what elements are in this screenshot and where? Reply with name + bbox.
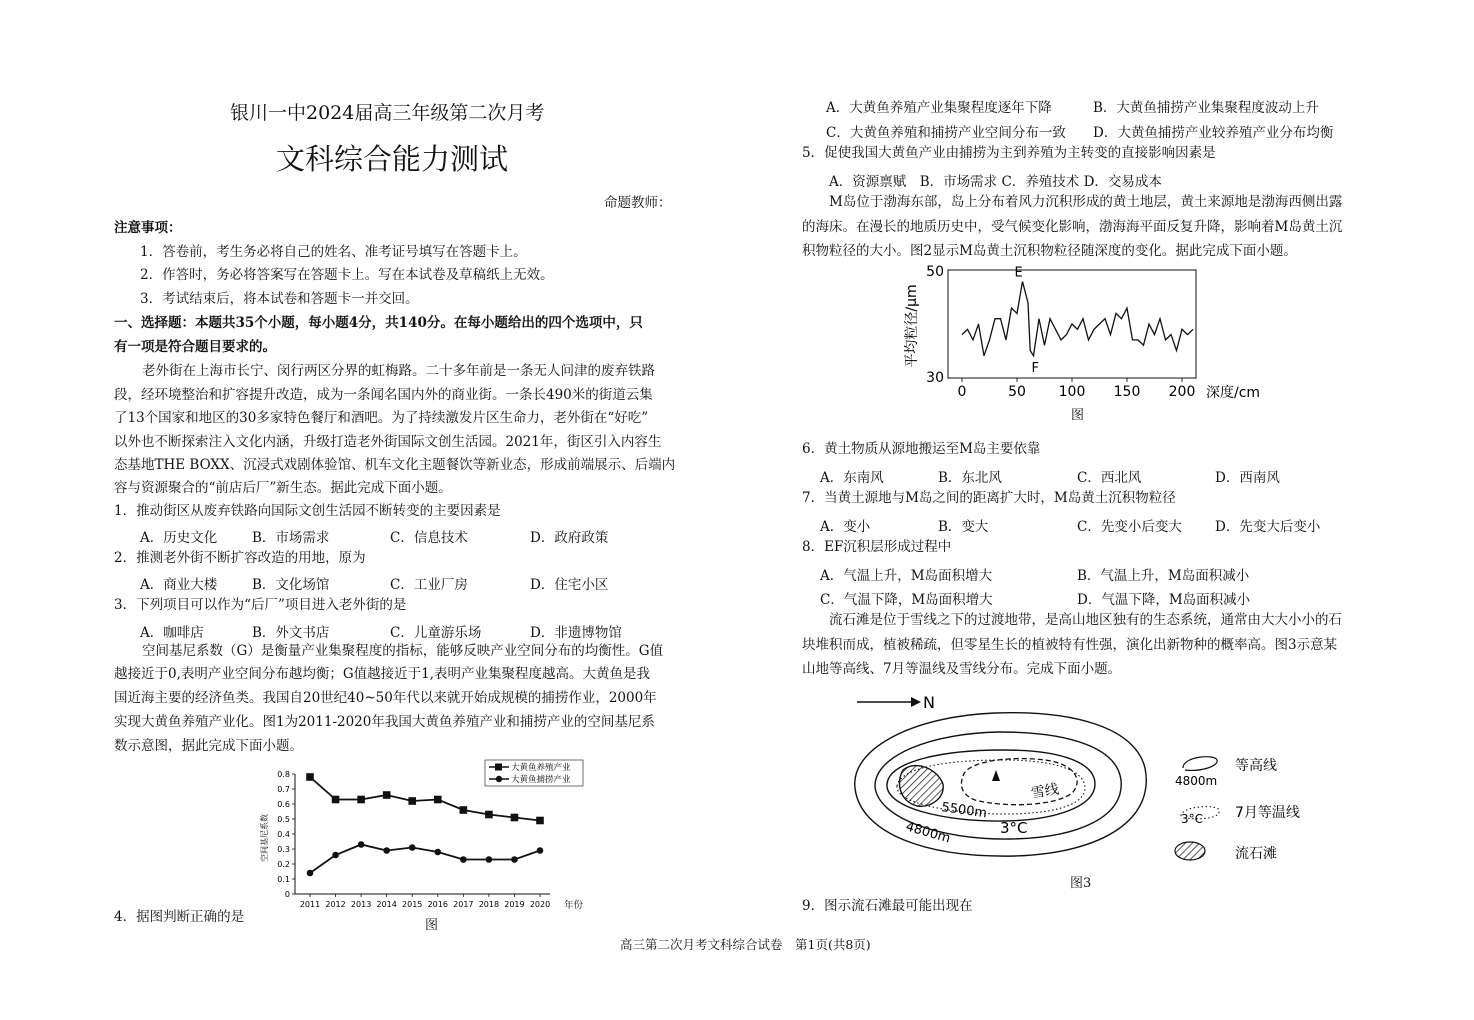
note-item: 1．答卷前，考生务必将自己的姓名、准考证号填写在答题卡上。 [140, 244, 527, 260]
passage1-line: 了13个国家和地区的30多家特色餐厅和酒吧。为了持续激发片区生命力，老外街在“好吃” [114, 410, 649, 426]
data-point-circle [434, 849, 441, 856]
figure2-caption: 图 [1071, 408, 1085, 423]
summit-icon [992, 770, 1000, 781]
page-footer: 高三第二次月考文科综合试卷 第1页(共8页) [620, 937, 871, 952]
data-point-square [306, 773, 314, 781]
q7-option-b: B．变大 [938, 519, 989, 535]
y-tick-label: 0.1 [277, 875, 290, 884]
x-tick-label: 2020 [529, 900, 551, 909]
data-point-square [434, 796, 442, 804]
q3-option-b: B．外文书店 [252, 625, 330, 641]
x-tick-label: 2016 [427, 900, 448, 909]
x-tick-label: 50 [1008, 384, 1026, 400]
q5-stem: 5．促使我国大黄鱼产业由捕捞为主到养殖为主转变的直接影响因素是 [802, 145, 1216, 161]
section-heading-cont: 有一项是符合题目要求的。 [114, 339, 276, 355]
q6-option-c: C．西北风 [1077, 470, 1142, 486]
passage2-line: 数示意图，据此完成下面小题。 [114, 738, 303, 754]
teacher-label: 命题教师： [604, 195, 672, 211]
x-tick-label: 2017 [453, 900, 474, 909]
y-tick-label: 0.6 [277, 800, 290, 809]
x-tick-label: 2014 [376, 900, 397, 909]
q4-option-c: C．大黄鱼养殖和捕捞产业空间分布一致 [826, 125, 1066, 141]
q3-option-c: C．儿童游乐场 [390, 625, 482, 641]
passage4-line: 块堆积而成，植被稀疏，但零星生长的植被特有性强，演化出新物种的概率高。图3示意某 [802, 637, 1338, 653]
q1-option-d: D．政府政策 [530, 530, 609, 546]
series-line-1 [310, 845, 540, 874]
passage2-line: 国近海主要的经济鱼类。我国自20世纪40~50年代以来就开始成规模的捕捞作业，2000年 [114, 690, 657, 706]
q5-options: A．资源禀赋 B．市场需求 C．养殖技术 D．交易成本 [829, 174, 1162, 190]
x-tick-label: 2012 [325, 900, 346, 909]
passage1-line: 段，经环境整治和扩容提升改造，成为一条闻名国内外的商业街。一条长490米的街道云集 [114, 387, 653, 403]
q1-option-c: C．信息技术 [390, 530, 468, 546]
q7-stem: 7．当黄土源地与M岛之间的距离扩大时，M岛黄土沉积物粒径 [802, 490, 1176, 506]
x-tick-label: 2019 [504, 900, 525, 909]
legend-isotherm-symbol: 3°C [1181, 812, 1204, 826]
q9-stem: 9．图示流石滩最可能出现在 [802, 898, 973, 914]
passage1-line: 容与资源聚合的“前店后厂”新生态。据此完成下面小题。 [114, 480, 452, 496]
passage1-line: 以外也不断探索注入文化内涵，升级打造老外街国际文创生活园。2021年，街区引入内容生 [114, 434, 662, 450]
legend-series-fishing: 大黄鱼捕捞产业 [511, 775, 571, 785]
q7-option-c: C．先变小后变大 [1077, 519, 1182, 535]
contour-map [845, 688, 1365, 878]
passage2-line: 实现大黄鱼养殖产业化。图1为2011-2020年我国大黄鱼养殖产业和捕捞产业的空间基尼系 [114, 714, 655, 730]
q6-option-d: D．西南风 [1215, 470, 1280, 486]
annotation-e: E [1014, 265, 1023, 281]
annotation-f: F [1031, 360, 1039, 376]
q1-stem: 1．推动街区从废弃铁路向国际文创生活园不断转变的主要因素是 [114, 503, 501, 519]
q3-stem: 3．下列项目可以作为“后厂”项目进入老外街的是 [114, 597, 407, 613]
data-point-square [536, 817, 544, 825]
legend-isotherm-text: 7月等温线 [1235, 805, 1300, 821]
grain-size-line [962, 282, 1193, 356]
y-tick-label: 0.2 [277, 860, 290, 869]
q6-option-a: A．东南风 [820, 470, 884, 486]
data-point-circle [307, 870, 314, 877]
x-axis-label: 深度/cm [1206, 385, 1261, 401]
contour-4800-label: 4800m [903, 819, 953, 847]
figure1-caption: 图 [425, 918, 439, 933]
q6-stem: 6．黄土物质从源地搬运至M岛主要依靠 [802, 441, 1041, 457]
x-tick-label: 100 [1058, 384, 1086, 400]
legend-contour-icon [1183, 757, 1217, 771]
q8-stem: 8．EF沉积层形成过程中 [802, 539, 952, 555]
legend-contour-text: 等高线 [1235, 758, 1277, 774]
exam-subject: 文科综合能力测试 [276, 142, 509, 176]
y-tick-label: 30 [926, 370, 944, 386]
x-tick-label: 200 [1168, 384, 1196, 400]
data-point-square [357, 796, 365, 804]
q1-option-a: A．历史文化 [140, 530, 218, 546]
q2-option-d: D．住宅小区 [530, 577, 609, 593]
q8-option-a: A．气温上升，M岛面积增大 [820, 568, 993, 584]
notes-heading: 注意事项： [114, 220, 182, 236]
passage4-line: 流石滩是位于雪线之下的过渡地带，是高山地区独有的生态系统，通常由大大小小的石 [829, 612, 1342, 628]
passage1-line: 态基地THE BOXX、沉浸式戏剧体验馆、机车文化主题餐饮等新业态，形成前端展示、后端内 [114, 457, 676, 473]
q7-option-a: A．变小 [820, 519, 871, 535]
data-point-square [511, 814, 519, 822]
data-point-square [485, 811, 493, 819]
q1-option-b: B．市场需求 [252, 530, 330, 546]
data-point-circle [460, 856, 467, 863]
x-tick-label: 2011 [299, 900, 321, 909]
data-point-circle [486, 856, 493, 863]
x-tick-label: 2015 [402, 900, 423, 909]
isotherm-label: 3°C [1000, 819, 1028, 837]
legend-talus-text: 流石滩 [1235, 846, 1277, 862]
data-point-circle [409, 844, 416, 851]
y-tick-label: 50 [926, 264, 944, 280]
data-point-circle [358, 841, 365, 848]
y-axis-label: 空间基尼系数 [260, 814, 269, 862]
note-item: 2．作答时，务必将答案写在答题卡上。写在本试卷及草稿纸上无效。 [140, 267, 554, 283]
y-tick-label: 0.7 [277, 785, 290, 794]
y-axis-label: 平均粒径/μm [904, 284, 920, 368]
legend-series-farming: 大黄鱼养殖产业 [511, 763, 571, 773]
figure3-caption: 图3 [1070, 876, 1092, 891]
data-point-circle [383, 847, 390, 854]
x-tick-label: 0 [957, 384, 967, 400]
q8-option-b: B．气温上升，M岛面积减小 [1077, 568, 1250, 584]
y-tick-label: 0.5 [277, 815, 290, 824]
q7-option-d: D．先变大后变小 [1215, 519, 1321, 535]
x-axis-unit: 年份 [564, 900, 584, 911]
passage2-line: 空间基尼系数（G）是衡量产业集聚程度的指标，能够反映产业空间分布的均衡性。G值 [142, 643, 664, 659]
y-tick-label: 0.8 [277, 770, 290, 779]
passage3-line: M岛位于渤海东部，岛上分布着风力沉积形成的黄土地层，黄土来源地是渤海西侧出露 [829, 194, 1343, 210]
q4-option-d: D．大黄鱼捕捞产业较养殖产业分布均衡 [1093, 125, 1334, 141]
x-tick-label: 2013 [350, 900, 372, 909]
north-arrow-icon [857, 697, 921, 707]
passage3-line: 积物粒径的大小。图2显示M岛黄土沉积物粒径随深度的变化。据此完成下面小题。 [802, 243, 1297, 259]
data-point-square [408, 797, 416, 805]
grain-size-chart [900, 266, 1270, 426]
data-point-circle [332, 852, 339, 859]
q2-option-b: B．文化场馆 [252, 577, 330, 593]
legend-contour-symbol: 4800m [1175, 774, 1218, 788]
data-point-square [460, 806, 468, 814]
north-label: N [923, 693, 935, 712]
q3-option-a: A．咖啡店 [140, 625, 204, 641]
q8-option-c: C．气温下降，M岛面积增大 [820, 592, 993, 608]
q2-option-a: A．商业大楼 [140, 577, 218, 593]
x-tick-label: 2018 [478, 900, 500, 909]
note-item: 3．考试结束后，将本试卷和答题卡一并交回。 [140, 291, 419, 307]
q2-stem: 2．推测老外街不断扩容改造的用地，原为 [114, 550, 366, 566]
chart-legend [485, 760, 583, 786]
exam-title: 银川一中2024届高三年级第二次月考 [230, 102, 545, 124]
legend-talus-icon [1175, 842, 1205, 860]
passage4-line: 山地等高线、7月等温线及雪线分布。完成下面小题。 [802, 661, 1122, 677]
y-tick-label: 0 [284, 890, 290, 899]
q3-option-d: D．非遗博物馆 [530, 625, 622, 641]
data-point-circle [537, 847, 544, 854]
gini-chart [255, 758, 595, 928]
data-point-circle [511, 856, 518, 863]
q4-stem: 4．据图判断正确的是 [114, 909, 245, 925]
q6-option-b: B．东北风 [938, 470, 1002, 486]
data-point-square [383, 791, 391, 799]
talus-field [899, 766, 943, 807]
q4-option-b: B．大黄鱼捕捞产业集聚程度波动上升 [1093, 100, 1319, 116]
y-tick-label: 0.4 [277, 830, 290, 839]
q4-option-a: A．大黄鱼养殖产业集聚程度逐年下降 [826, 100, 1052, 116]
passage1-line: 老外街在上海市长宁、闵行两区分界的虹梅路。二十多年前是一条无人问津的废弃铁路 [142, 363, 655, 379]
section-heading: 一、选择题：本题共35个小题，每小题4分，共140分。在每小题给出的四个选项中，只 [114, 315, 643, 331]
x-tick-label: 150 [1113, 384, 1141, 400]
snowline [961, 759, 1077, 805]
snowline-label: 雪线 [1029, 781, 1061, 802]
q8-option-d: D．气温下降，M岛面积减小 [1077, 592, 1251, 608]
data-point-square [332, 796, 340, 804]
passage2-line: 越接近于0,表明产业空间分布越均衡；G值越接近于1,表明产业集聚程度越高。大黄鱼是我 [114, 666, 651, 682]
q2-option-c: C．工业厂房 [390, 577, 468, 593]
y-tick-label: 0.3 [277, 845, 290, 854]
contour-5500-label: 5500m [940, 800, 988, 822]
passage3-line: 的海床。在漫长的地质历史中，受气候变化影响，渤海海平面反复升降，影响着M岛黄土沉 [802, 219, 1343, 235]
